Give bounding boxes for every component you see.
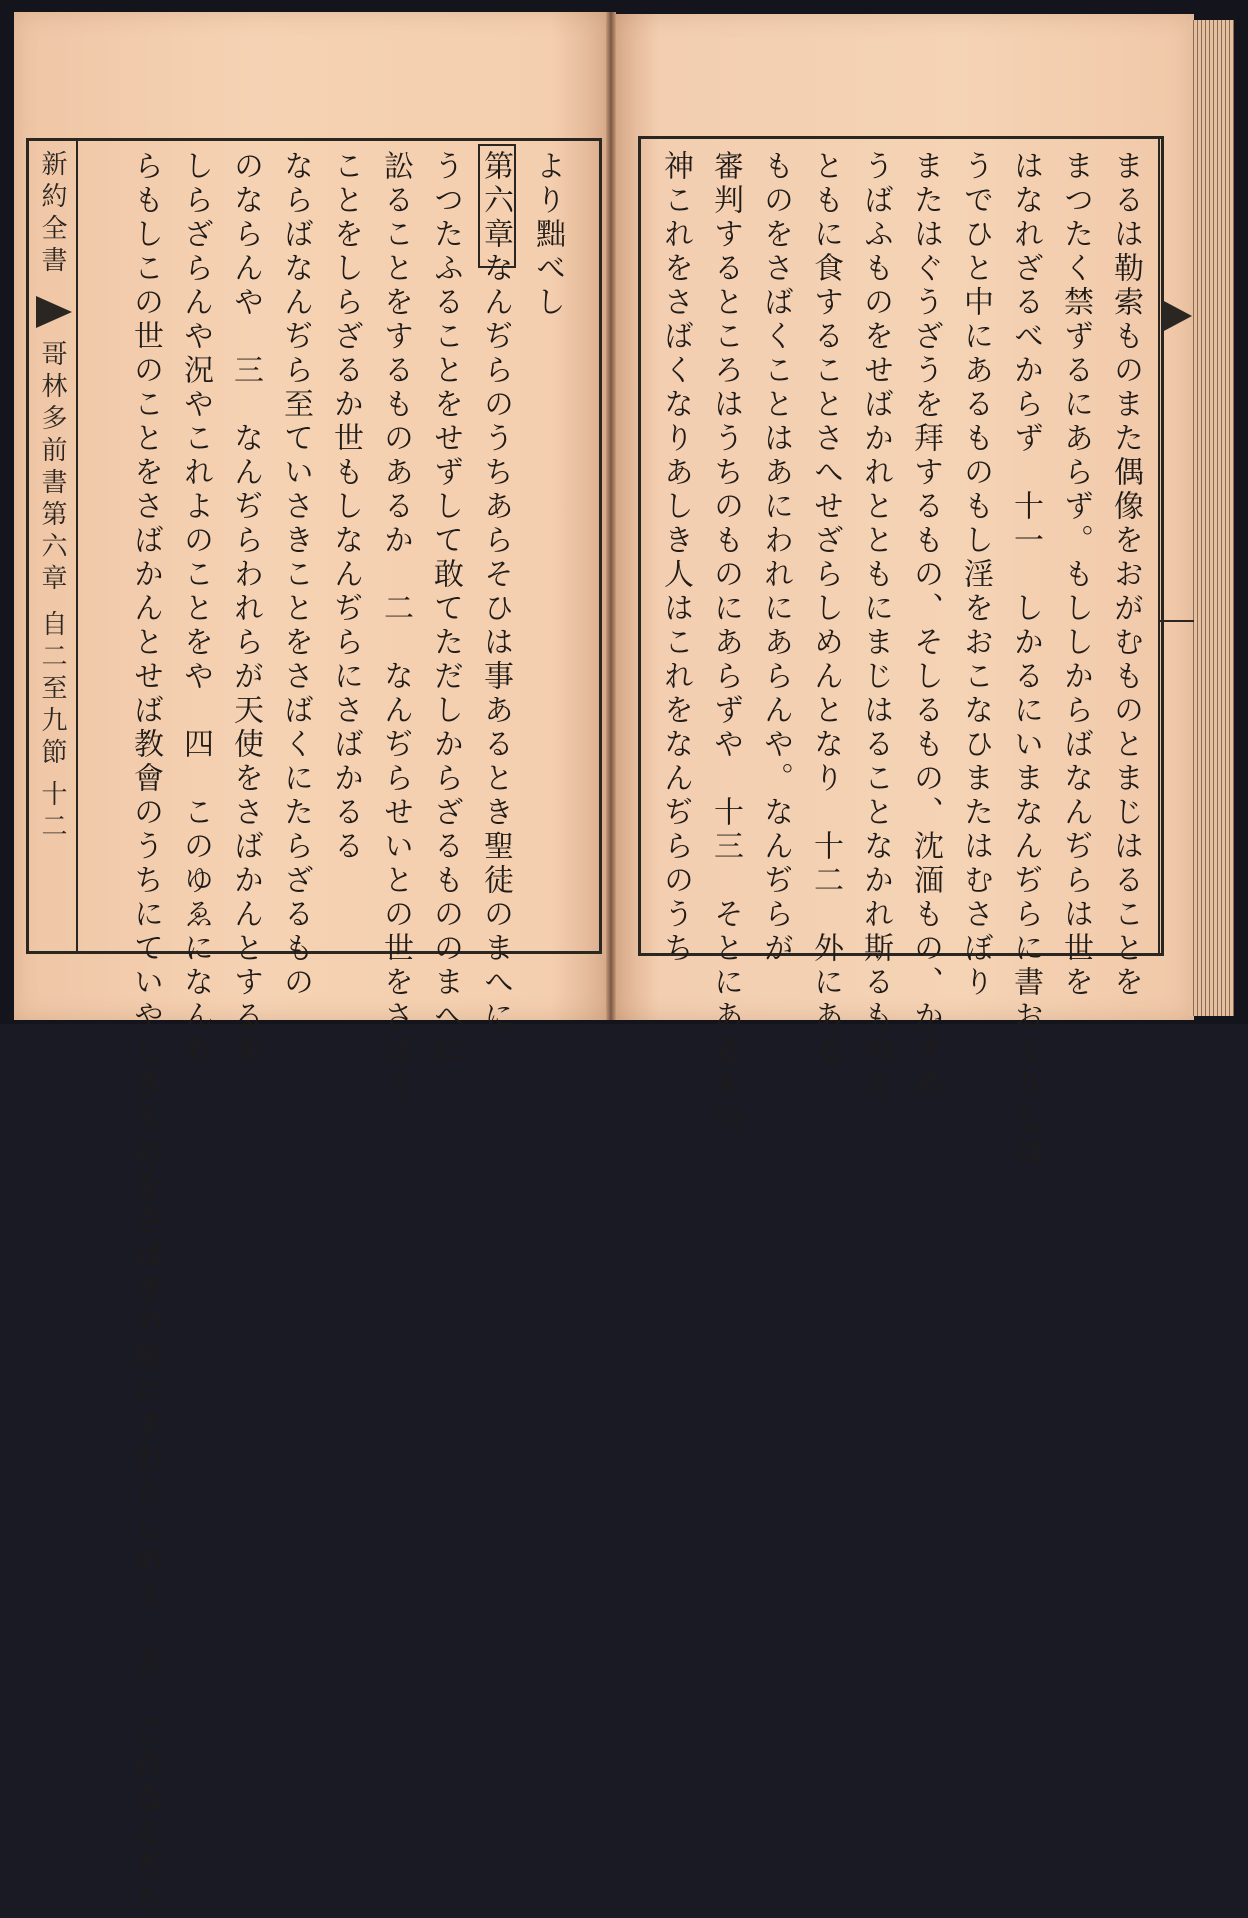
text-column: ともに食することさへせざらしめんとなり 十二 外にある [808,150,843,1068]
text-column: まるは勒索ものまた偶像をおがむものとまじはることを [1108,150,1143,1000]
text-column: うばふものをせばかれとともにまじはることなかれ斯るものと [858,150,893,1102]
right-margin-rule [1158,139,1160,953]
fold-mark-icon [36,296,72,328]
text-column: はなれざるべからず 十一 しかるにいまなんぢらに書おくりしは [1008,150,1043,1170]
fold-mark-icon [1162,300,1192,332]
text-column: ものをさばくことはあにわれにあらんや。なんぢらが [758,150,793,966]
text-column: 訟ることをするものあるか 二 なんぢらせいとの世をさばく [378,150,413,1102]
text-column: うでひと中にあるものもし淫をおこなひまたはむさぼり [958,150,993,1000]
text-column: のならんや 三 なんぢらわれらが天使をさばかんとするを [228,150,263,1068]
left-margin-rule [76,141,78,951]
text-column: より黜べし [530,150,565,320]
page-edges [1190,20,1234,1016]
text-column: ことをしらざるか世もしなんぢらにさばかるる [328,150,363,864]
text-column: 第六章なんぢらのうちあらそひは事あるとき聖徒のまへに [478,150,513,1034]
text-column: うつたふることをせずして敢てただしからざるもののまへに [428,150,463,1068]
text-column: ならばなんぢら至ていさきことをさばくにたらざるもの [278,150,313,1000]
book-gutter [606,12,616,1020]
margin-chapter-label: 哥林多前書第六章 [37,340,67,596]
text-column: らもしこの世のことをさばかんとせば教會のうちにていやしきものをさばきの座にすわらしめよ 五 これなんぢら [128,150,163,1918]
page-number: 十二 [37,780,67,844]
right-margin-tick [1158,620,1194,622]
margin-book-title: 新約全書 [37,150,67,278]
margin-verse-range: 自二至九節 [37,610,67,770]
text-column: 神これをさばくなりあしき人はこれをなんぢらのうち [658,150,693,966]
text-column: しらざらんや況やこれよのことをや 四 このゆゑになんぢ [178,150,213,1068]
text-column: まつたく禁ずるにあらず。もししからばなんぢらは世を [1058,150,1093,1000]
text-column: 審判するところはうちのものにあらずや 十三 そとにあるもの [708,150,743,1136]
text-column: またはぐうざうを拜するもの、そしるもの、沈湎もの、かすめ [908,150,943,1102]
